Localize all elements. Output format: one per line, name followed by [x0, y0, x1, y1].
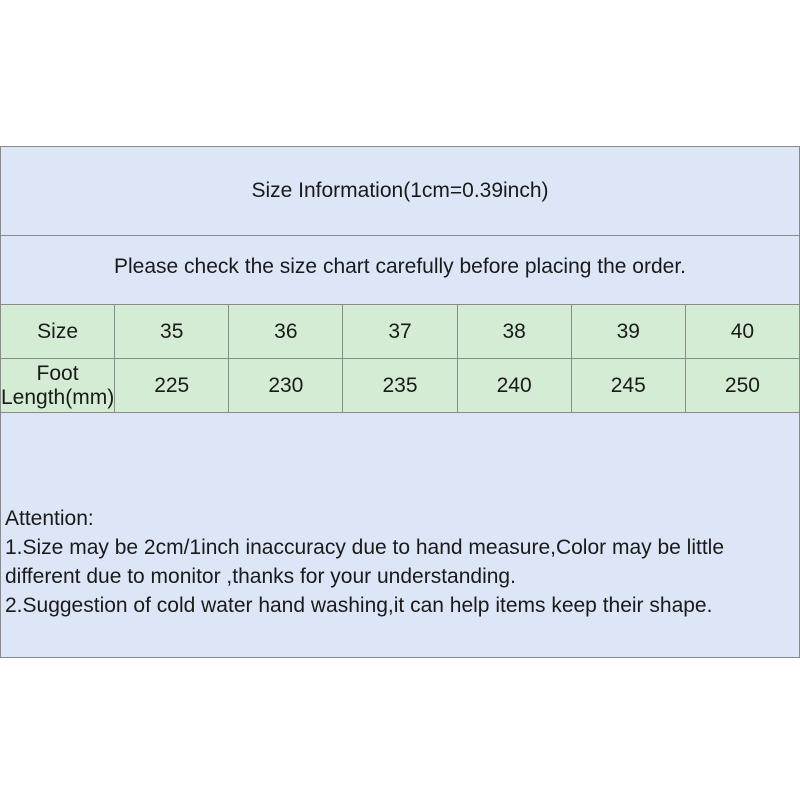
attention-block [1, 413, 800, 658]
foot-length-value-cell: 230 [229, 359, 343, 413]
row-header-foot-length: Foot Length(mm) [1, 359, 115, 413]
size-value-cell: 38 [457, 305, 571, 359]
foot-length-value-cell: 245 [571, 359, 685, 413]
table-row-attention [1, 413, 800, 658]
table-row-title [1, 147, 800, 236]
table-row-subtitle [1, 236, 800, 305]
attention-line-3: 2.Suggestion of cold water hand washing,it can help items keep their shape. [5, 594, 713, 617]
chart-title: Size Information(1cm=0.39inch) [1, 147, 800, 236]
size-value-cell: 36 [229, 305, 343, 359]
size-value-cell: 37 [343, 305, 457, 359]
size-value-cell: 40 [685, 305, 799, 359]
attention-line-2: different due to monitor ,thanks for your understanding. [5, 565, 516, 588]
table-row-size [1, 305, 800, 359]
size-value-cell: 39 [571, 305, 685, 359]
attention-heading: Attention: [5, 507, 94, 530]
foot-length-value-cell: 225 [115, 359, 229, 413]
size-chart-table [0, 146, 800, 658]
attention-line-1: 1.Size may be 2cm/1inch inaccuracy due to hand measure,Color may be little [5, 536, 725, 559]
row-header-size: Size [1, 305, 115, 359]
table-row-foot-length [1, 359, 800, 413]
attention-text [1, 450, 799, 620]
foot-length-value-cell: 235 [343, 359, 457, 413]
foot-length-value-cell: 250 [685, 359, 799, 413]
size-value-cell: 35 [115, 305, 229, 359]
foot-length-value-cell: 240 [457, 359, 571, 413]
chart-subtitle: Please check the size chart carefully before placing the order. [1, 236, 800, 305]
size-chart-container [0, 146, 800, 658]
